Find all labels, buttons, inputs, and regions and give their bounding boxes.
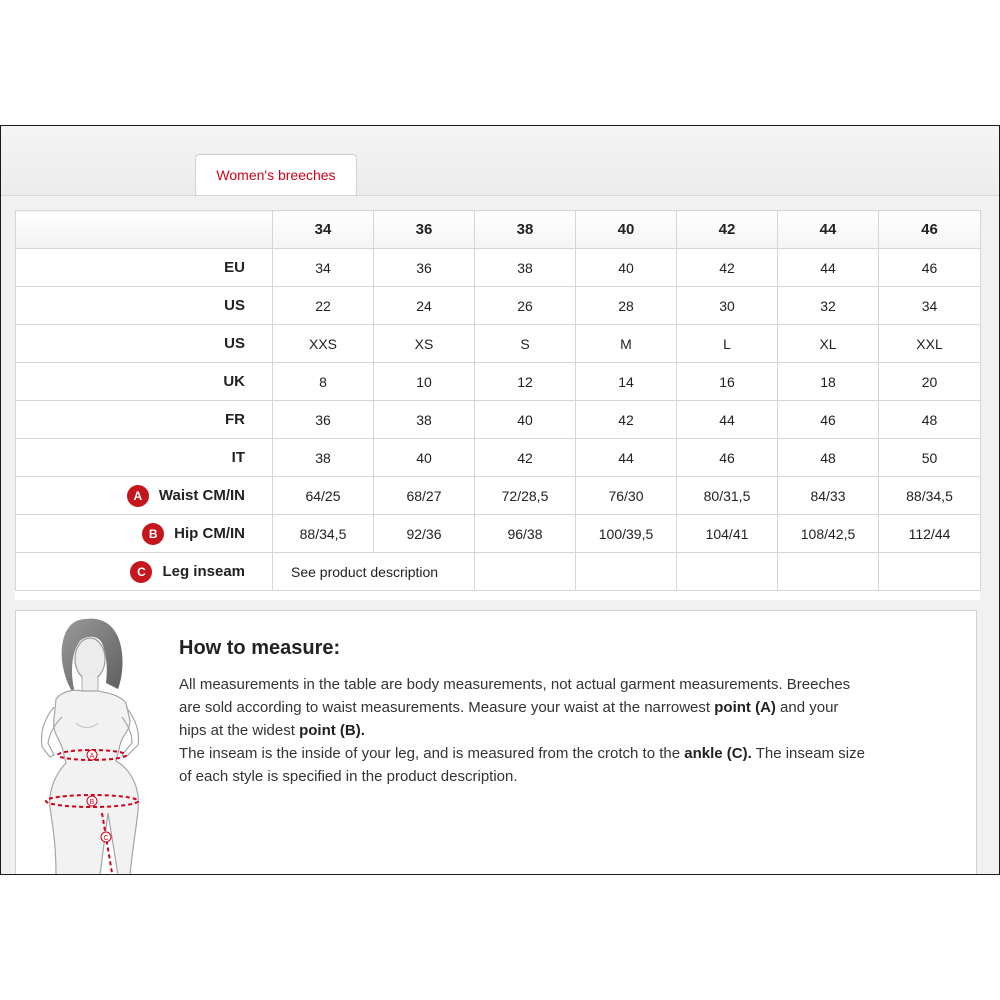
table-row-us-letter	[16, 325, 981, 363]
tab-bar	[1, 126, 999, 196]
waist-marker-label: A	[89, 753, 95, 760]
table-cell: 30	[677, 287, 778, 325]
table-cell: 26	[475, 287, 576, 325]
table-row-inseam	[16, 553, 981, 591]
header-size: 38	[475, 211, 576, 249]
table-row-hip	[16, 515, 981, 553]
marker-b-badge: B	[142, 523, 164, 545]
row-label: IT	[16, 439, 273, 477]
table-cell: 108/42,5	[778, 515, 879, 553]
table-cell: 8	[273, 363, 374, 401]
table-cell: 34	[273, 249, 374, 287]
table-cell: 40	[374, 439, 475, 477]
row-label-text: Waist CM/IN	[158, 486, 245, 504]
table-cell: 14	[576, 363, 677, 401]
table-cell: 100/39,5	[576, 515, 677, 553]
table-cell: 28	[576, 287, 677, 325]
table-cell: 64/25	[273, 477, 374, 515]
size-chart-window	[0, 125, 1000, 875]
row-label: FR	[16, 401, 273, 439]
table-cell	[879, 553, 981, 591]
table-row-waist	[16, 477, 981, 515]
table-cell: 36	[273, 401, 374, 439]
hip-marker-label: B	[89, 799, 95, 806]
table-cell: 80/31,5	[677, 477, 778, 515]
header-size: 46	[879, 211, 981, 249]
table-cell: 48	[778, 439, 879, 477]
table-cell: S	[475, 325, 576, 363]
table-cell	[576, 553, 677, 591]
table-row-us-numeric	[16, 287, 981, 325]
table-cell: 92/36	[374, 515, 475, 553]
table-cell: 38	[273, 439, 374, 477]
table-cell: XL	[778, 325, 879, 363]
table-row-it	[16, 439, 981, 477]
size-table-panel	[15, 210, 980, 600]
table-cell: 32	[778, 287, 879, 325]
row-label: US	[16, 325, 273, 363]
table-cell: 18	[778, 363, 879, 401]
table-cell: 68/27	[374, 477, 475, 515]
table-cell: 50	[879, 439, 981, 477]
table-cell: L	[677, 325, 778, 363]
table-cell: 88/34,5	[273, 515, 374, 553]
table-row-fr	[16, 401, 981, 439]
table-cell: 40	[475, 401, 576, 439]
table-cell: XXS	[273, 325, 374, 363]
size-table	[15, 210, 981, 591]
table-cell: 38	[475, 249, 576, 287]
body-measurement-figure	[26, 611, 176, 875]
table-cell: 10	[374, 363, 475, 401]
header-size: 42	[677, 211, 778, 249]
tab-womens-breeches[interactable]: Women's breeches	[195, 154, 357, 195]
table-cell: 38	[374, 401, 475, 439]
row-label-waist	[16, 477, 273, 515]
table-cell: 12	[475, 363, 576, 401]
table-cell: 36	[374, 249, 475, 287]
inseam-note: See product description	[273, 553, 475, 591]
table-cell: 84/33	[778, 477, 879, 515]
header-size: 44	[778, 211, 879, 249]
table-cell: 88/34,5	[879, 477, 981, 515]
table-cell: 16	[677, 363, 778, 401]
table-cell: 42	[677, 249, 778, 287]
how-to-measure-panel	[15, 610, 977, 875]
table-cell: 46	[778, 401, 879, 439]
table-cell: 42	[576, 401, 677, 439]
table-cell: 44	[778, 249, 879, 287]
row-label-text: Leg inseam	[162, 562, 245, 580]
how-to-measure-title: How to measure:	[179, 637, 341, 659]
table-cell: 22	[273, 287, 374, 325]
table-cell: 44	[677, 401, 778, 439]
table-header-row	[16, 211, 981, 249]
table-cell: 46	[677, 439, 778, 477]
table-cell: 96/38	[475, 515, 576, 553]
table-cell: 42	[475, 439, 576, 477]
table-cell: M	[576, 325, 677, 363]
table-cell: 112/44	[879, 515, 981, 553]
row-label: US	[16, 287, 273, 325]
table-cell: 20	[879, 363, 981, 401]
table-cell: 76/30	[576, 477, 677, 515]
table-cell: 24	[374, 287, 475, 325]
header-size: 34	[273, 211, 374, 249]
row-label-hip	[16, 515, 273, 553]
table-cell: XXL	[879, 325, 981, 363]
table-cell: 104/41	[677, 515, 778, 553]
table-cell: 46	[879, 249, 981, 287]
table-cell	[778, 553, 879, 591]
table-cell: 44	[576, 439, 677, 477]
table-cell	[475, 553, 576, 591]
table-cell: 72/28,5	[475, 477, 576, 515]
woman-silhouette-icon	[42, 619, 139, 875]
table-row-eu	[16, 249, 981, 287]
inseam-marker-label: C	[103, 835, 109, 842]
table-cell: 34	[879, 287, 981, 325]
row-label: UK	[16, 363, 273, 401]
header-size: 40	[576, 211, 677, 249]
row-label-inseam	[16, 553, 273, 591]
header-corner	[16, 211, 273, 249]
how-to-measure-text: All measurements in the table are body measurements, not actual garment measurements. Breeches are sold according to waist measurements. Measure your waist at the narrowest point (A) and your hips at the widest point (B). The inseam is the inside of your leg, and is measured from the crotch to the ankle (C). The inseam size of each style is specified in the product description.	[179, 676, 865, 785]
row-label: EU	[16, 249, 273, 287]
table-row-uk	[16, 363, 981, 401]
table-cell: XS	[374, 325, 475, 363]
header-size: 36	[374, 211, 475, 249]
table-cell: 40	[576, 249, 677, 287]
table-cell	[677, 553, 778, 591]
marker-a-badge: A	[127, 485, 149, 507]
marker-c-badge: C	[130, 561, 152, 583]
table-cell: 48	[879, 401, 981, 439]
row-label-text: Hip CM/IN	[174, 524, 245, 542]
